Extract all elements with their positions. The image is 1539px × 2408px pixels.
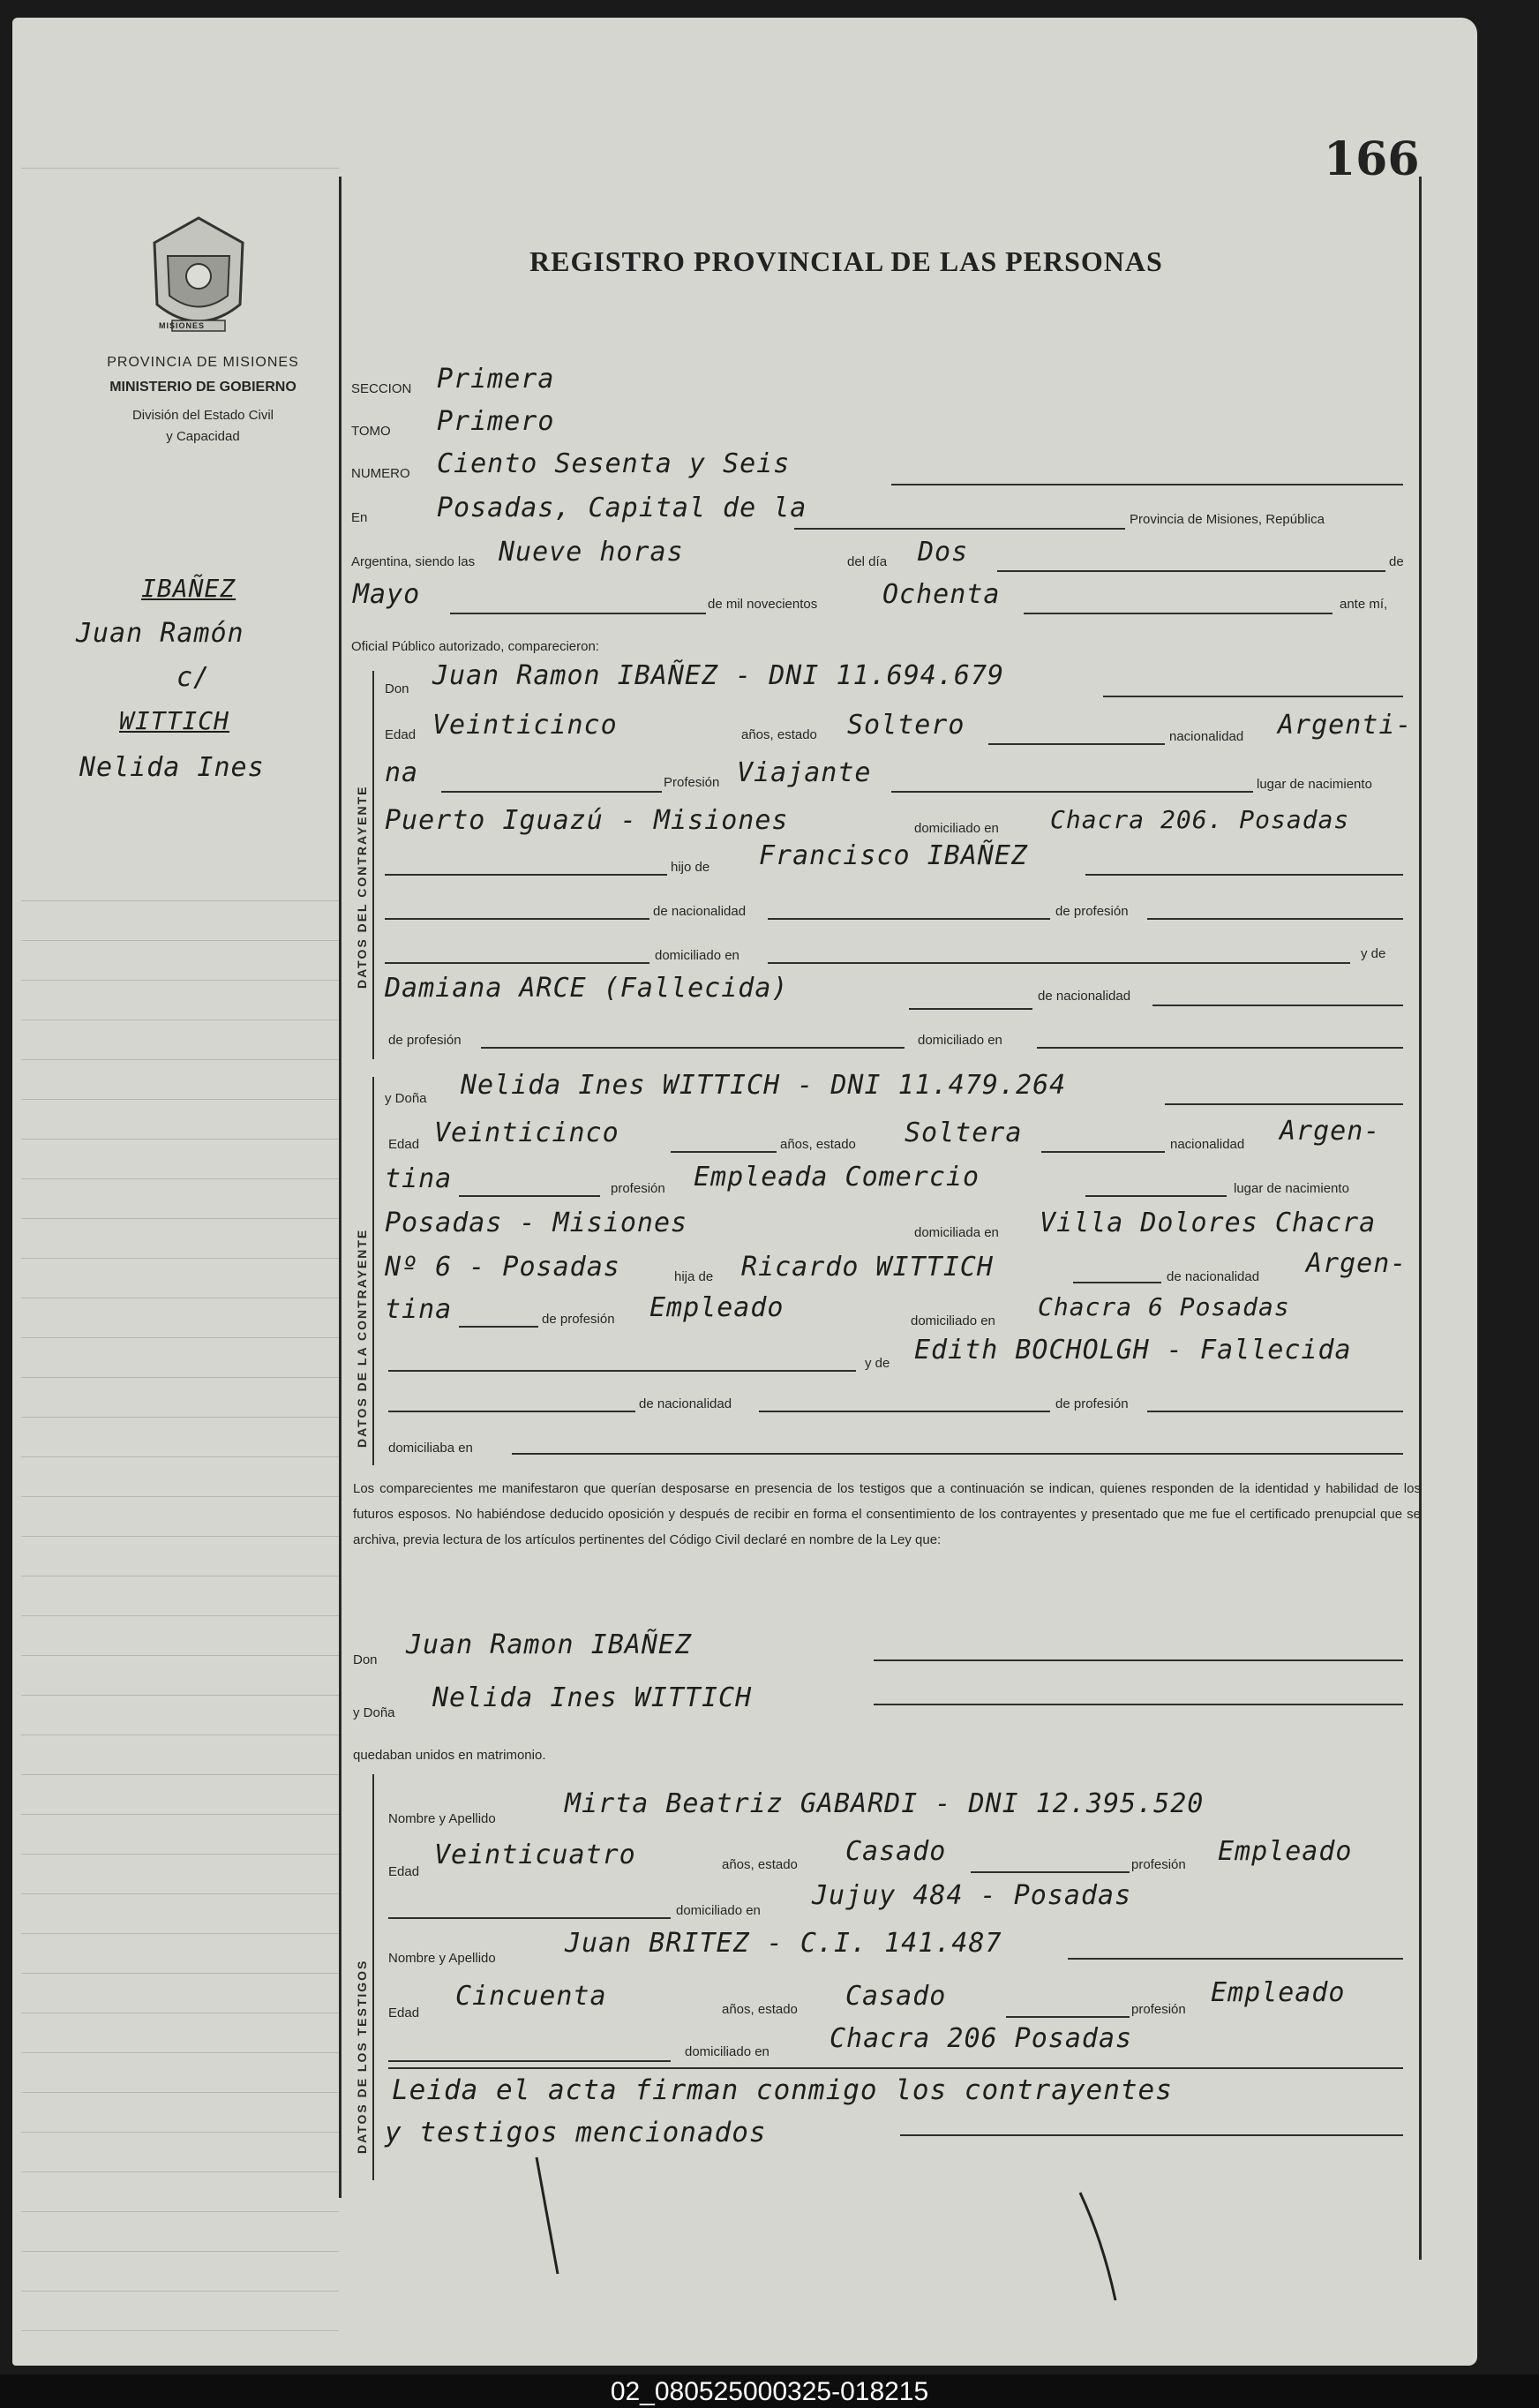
- witness2-nombre-label: Nombre y Apellido: [388, 1951, 496, 1966]
- margin-ruling: [21, 1099, 339, 1100]
- margin-name-2: Nelida Ines: [79, 752, 265, 783]
- section-bracket: [372, 671, 374, 1059]
- witness1-estado-label: años, estado: [722, 1857, 798, 1872]
- padre-nac-label: de nacionalidad: [653, 904, 747, 919]
- bride-madre-prof-label: de profesión: [1055, 1396, 1129, 1411]
- groom-madre: Damiana ARCE (Fallecida): [385, 973, 789, 1004]
- margin-ruling: [21, 1218, 339, 1219]
- margin-ruling: [21, 2052, 339, 2053]
- margin-ruling: [21, 2092, 339, 2093]
- bride-edad-label: Edad: [388, 1137, 420, 1152]
- margin-ruling: [21, 1933, 339, 1934]
- witness1-prof: Empleado: [1218, 1836, 1353, 1867]
- org-province: PROVINCIA DE MISIONES: [107, 355, 299, 370]
- tomo-label: TOMO: [351, 424, 391, 439]
- image-identifier: 02_080525000325-018215: [610, 2377, 929, 2406]
- hija-de-label: hija de: [674, 1269, 714, 1284]
- groom-edad-label: Edad: [385, 727, 417, 742]
- witness2-nombre: Juan BRITEZ - C.I. 141.487: [565, 1928, 1002, 1959]
- bride-padre-dom-label: domiciliado en: [911, 1313, 995, 1328]
- margin-ruling: [21, 980, 339, 981]
- fill-line: [1024, 613, 1333, 614]
- numero-value: Ciento Sesenta y Seis: [437, 448, 791, 479]
- bride-padre-nac-b: tina: [385, 1294, 453, 1325]
- witness2-prof-label: profesión: [1131, 2002, 1186, 2017]
- witness2-estado-label: años, estado: [722, 2002, 798, 2017]
- fill-line: [388, 2067, 1403, 2069]
- bride-padre-nac-a: Argen-: [1306, 1248, 1408, 1279]
- closing-line-2: y testigos mencionados: [385, 2117, 767, 2148]
- margin-ruling: [21, 2211, 339, 2212]
- bride-madre: Edith BOCHOLGH - Fallecida: [914, 1335, 1352, 1366]
- witness2-dom-label: domiciliado en: [685, 2044, 770, 2059]
- fill-line: [385, 874, 667, 876]
- margin-ruling: [21, 1695, 339, 1696]
- margin-ruling: [21, 900, 339, 901]
- hijo-de-label: hijo de: [671, 860, 710, 875]
- witness1-dom-label: domiciliado en: [676, 1903, 761, 1918]
- fill-line: [874, 1659, 1403, 1661]
- fill-line: [1147, 1411, 1403, 1412]
- margin-ruling: [21, 1774, 339, 1775]
- domiciliaba-label: domiciliaba en: [388, 1441, 473, 1456]
- mes-value: Mayo: [353, 579, 421, 610]
- madre-dom-label: domiciliado en: [918, 1033, 1002, 1048]
- groom-dom-label: domiciliado en: [914, 821, 999, 836]
- fill-line: [388, 2060, 671, 2062]
- dia-value: Dos: [918, 537, 969, 568]
- margin-ruling: [21, 1854, 339, 1855]
- margin-ruling: [21, 2251, 339, 2252]
- margin-ruling: [21, 1973, 339, 1974]
- ante-mi-label: ante mí,: [1340, 597, 1388, 612]
- fill-line: [874, 1704, 1403, 1705]
- tomo-value: Primero: [437, 406, 555, 437]
- margin-ruling: [21, 1178, 339, 1179]
- section-bracket: [372, 1774, 374, 2180]
- madre-prof-label: de profesión: [388, 1033, 462, 1048]
- groom-name: Juan Ramon IBAÑEZ - DNI 11.694.679: [432, 660, 1005, 691]
- bride-nac-a: Argen-: [1280, 1116, 1381, 1147]
- fill-line: [385, 918, 649, 920]
- groom-nac-lugar-label: lugar de nacimiento: [1257, 777, 1372, 792]
- seccion-label: SECCION: [351, 381, 412, 396]
- bride-padre-prof: Empleado: [649, 1292, 785, 1323]
- fill-line: [481, 1047, 905, 1049]
- fill-line: [1085, 1195, 1227, 1197]
- fill-line: [1103, 696, 1403, 697]
- fill-line: [385, 962, 649, 964]
- witness1-nombre-label: Nombre y Apellido: [388, 1811, 496, 1826]
- bride-nac-label: nacionalidad: [1170, 1137, 1245, 1152]
- margin-ruling: [21, 2132, 339, 2133]
- groom-nac-b: na: [385, 757, 419, 788]
- groom-nac-label: nacionalidad: [1169, 729, 1244, 744]
- witness2-prof: Empleado: [1211, 1977, 1346, 2008]
- page-number: 166: [1324, 132, 1420, 186]
- bride-padre-dom: Chacra 6 Posadas: [1038, 1292, 1290, 1321]
- bride-madre-nac-label: de nacionalidad: [639, 1396, 732, 1411]
- witness2-edad-label: Edad: [388, 2005, 420, 2020]
- witness1-edad: Veinticuatro: [434, 1840, 636, 1870]
- margin-ruling: [21, 168, 339, 169]
- fill-line: [988, 743, 1165, 745]
- fill-line: [794, 528, 1125, 530]
- madre-nac-label: de nacionalidad: [1038, 989, 1131, 1004]
- right-border-rule: [1419, 177, 1422, 2260]
- org-ministry: MINISTERIO DE GOBIERNO: [109, 380, 297, 395]
- fill-line: [450, 613, 706, 614]
- oficial-label: Oficial Público autorizado, comparecieron:: [351, 639, 599, 654]
- fill-line: [1006, 2016, 1130, 2018]
- margin-ruling: [21, 1337, 339, 1338]
- fill-line: [891, 791, 1253, 793]
- witness1-dom: Jujuy 484 - Posadas: [812, 1880, 1132, 1911]
- margin-ruling: [21, 1655, 339, 1656]
- en-label: En: [351, 510, 368, 525]
- margin-ruling: [21, 2330, 339, 2331]
- numero-label: NUMERO: [351, 466, 410, 481]
- fill-line: [671, 1151, 777, 1153]
- witness2-edad: Cincuenta: [455, 1981, 607, 2012]
- section-bracket: [372, 1077, 374, 1465]
- margin-ruling: [21, 1496, 339, 1497]
- fill-line: [388, 1917, 671, 1919]
- de-label: de: [1389, 554, 1404, 569]
- fill-line: [909, 1008, 1032, 1010]
- union-dona: Nelida Ines WITTICH: [432, 1682, 753, 1713]
- margin-ruling: [21, 1417, 339, 1418]
- margin-ruling: [21, 1377, 339, 1378]
- margin-ruling: [21, 940, 339, 941]
- groom-nac-a: Argenti-: [1278, 710, 1413, 741]
- fill-line: [971, 1871, 1130, 1873]
- fill-line: [459, 1326, 538, 1328]
- bride-estado: Soltera: [905, 1117, 1023, 1148]
- fill-line: [768, 962, 1350, 964]
- org-division-cont: y Capacidad: [166, 429, 240, 444]
- union-don: Juan Ramon IBAÑEZ: [406, 1629, 693, 1660]
- fill-line: [1165, 1103, 1403, 1105]
- bride-lugar-label: lugar de nacimiento: [1234, 1181, 1349, 1196]
- seccion-value: Primera: [437, 364, 555, 395]
- fill-line: [441, 791, 662, 793]
- provincia-label: Provincia de Misiones, República: [1130, 512, 1325, 527]
- fill-line: [512, 1453, 1403, 1455]
- groom-padre: Francisco IBAÑEZ: [759, 840, 1028, 871]
- fill-line: [1085, 874, 1403, 876]
- signature-stroke: [1077, 2189, 1121, 2304]
- lugar-value: Posadas, Capital de la: [437, 493, 807, 523]
- margin-ruling: [21, 1814, 339, 1815]
- fill-line: [1073, 1282, 1161, 1283]
- witness2-estado: Casado: [845, 1981, 947, 2012]
- groom-edad: Veinticinco: [432, 710, 618, 741]
- padre-prof-label: de profesión: [1055, 904, 1129, 919]
- fill-line: [1152, 1005, 1403, 1006]
- org-division: División del Estado Civil: [131, 408, 274, 423]
- bride-nacimiento: Posadas - Misiones: [385, 1208, 688, 1238]
- don-label: Don: [385, 681, 409, 696]
- margin-divider-rule: [339, 177, 342, 2198]
- fill-line: [1068, 1958, 1403, 1960]
- margin-ruling: [21, 1536, 339, 1537]
- groom-prof-label: Profesión: [664, 775, 720, 790]
- bride-prof: Empleada Comercio: [694, 1162, 980, 1193]
- hora-value: Nueve horas: [499, 537, 684, 568]
- groom-nacimiento: Puerto Iguazú - Misiones: [385, 805, 789, 836]
- bride-name: Nelida Ines WITTICH - DNI 11.479.264: [461, 1070, 1067, 1101]
- signature-stroke: [529, 2154, 565, 2277]
- witness1-edad-label: Edad: [388, 1864, 420, 1879]
- bride-dom-b: Nº 6 - Posadas: [385, 1252, 620, 1283]
- margin-ruling: [21, 1139, 339, 1140]
- bride-y-de-label: y de: [865, 1356, 890, 1371]
- groom-estado-label: años, estado: [741, 727, 817, 742]
- de-mil-label: de mil novecientos: [708, 597, 818, 612]
- witness1-nombre: Mirta Beatriz GABARDI - DNI 12.395.520: [565, 1788, 1205, 1819]
- bride-padre-prof-label: de profesión: [542, 1312, 615, 1327]
- bride-padre-nac-label: de nacionalidad: [1167, 1269, 1260, 1284]
- margin-separator: c/: [176, 662, 211, 693]
- padre-dom-label: domiciliado en: [655, 948, 739, 963]
- bride-estado-label: años, estado: [780, 1137, 856, 1152]
- groom-domicilio: Chacra 206. Posadas: [1050, 805, 1350, 834]
- declaration-paragraph: Los comparecientes me manifestaron que querían desposarse en presencia de los testigos que a continuación se indican, quienes responden de la identidad y habilidad de los futuros esposos. No habiéndose deducido oposición y después de recibir en forma el consentimiento de los contrayentes y presentado que me fue el certificado prenupcial que se archiva, previa lectura de los artículos pertinentes del Código Civil declaré en nombre de la Ley que:: [353, 1481, 1421, 1547]
- closing-line-1: Leida el acta firman conmigo los contrayentes: [392, 2074, 1173, 2106]
- seal-motto: MISIONES: [159, 321, 206, 330]
- fill-line: [388, 1370, 856, 1372]
- witness2-dom: Chacra 206 Posadas: [830, 2023, 1133, 2054]
- fill-line: [388, 1411, 635, 1412]
- anio-value: Ochenta: [882, 579, 1001, 610]
- fill-line: [997, 570, 1385, 572]
- groom-section-label: DATOS DEL CONTRAYENTE: [355, 785, 369, 989]
- bride-edad: Veinticinco: [434, 1117, 619, 1148]
- margin-ruling: [21, 2171, 339, 2172]
- margin-ruling: [21, 1893, 339, 1894]
- groom-estado: Soltero: [847, 710, 965, 741]
- quedaban-text: quedaban unidos en matrimonio.: [353, 1748, 546, 1763]
- union-dona-label: y Doña: [353, 1705, 395, 1720]
- margin-surname-2: WITTICH: [119, 706, 230, 735]
- fill-line: [768, 918, 1050, 920]
- provincial-seal-icon: [141, 207, 256, 340]
- fill-line: [1037, 1047, 1403, 1049]
- y-dona-label: y Doña: [385, 1091, 427, 1106]
- page-title: REGISTRO PROVINCIAL DE LAS PERSONAS: [529, 245, 1163, 277]
- groom-prof: Viajante: [737, 757, 872, 788]
- bride-section-label: DATOS DE LA CONTRAYENTE: [355, 1228, 369, 1448]
- margin-ruling: [21, 1258, 339, 1259]
- fill-line: [1147, 918, 1403, 920]
- witness1-prof-label: profesión: [1131, 1857, 1186, 1872]
- fill-line: [1041, 1151, 1165, 1153]
- fill-line: [891, 484, 1403, 485]
- argentina-siendo-label: Argentina, siendo las: [351, 554, 476, 569]
- margin-surname-1: IBAÑEZ: [141, 574, 236, 603]
- bride-nac-b: tina: [385, 1163, 453, 1194]
- union-don-label: Don: [353, 1652, 378, 1667]
- y-de-label: y de: [1361, 946, 1386, 961]
- bride-dom-a: Villa Dolores Chacra: [1040, 1208, 1377, 1238]
- fill-line: [900, 2134, 1403, 2136]
- bride-dom-label: domiciliada en: [914, 1225, 999, 1240]
- bride-padre: Ricardo WITTICH: [741, 1252, 994, 1283]
- margin-ruling: [21, 1059, 339, 1060]
- witnesses-section-label: DATOS DE LOS TESTIGOS: [355, 1959, 369, 2154]
- fill-line: [459, 1195, 600, 1197]
- fill-line: [759, 1411, 1050, 1412]
- margin-ruling: [21, 1456, 339, 1457]
- bride-prof-label: profesión: [611, 1181, 665, 1196]
- margin-ruling: [21, 1615, 339, 1616]
- witness1-estado: Casado: [845, 1836, 947, 1867]
- del-dia-label: del día: [847, 554, 888, 569]
- margin-name-1: Juan Ramón: [76, 618, 244, 649]
